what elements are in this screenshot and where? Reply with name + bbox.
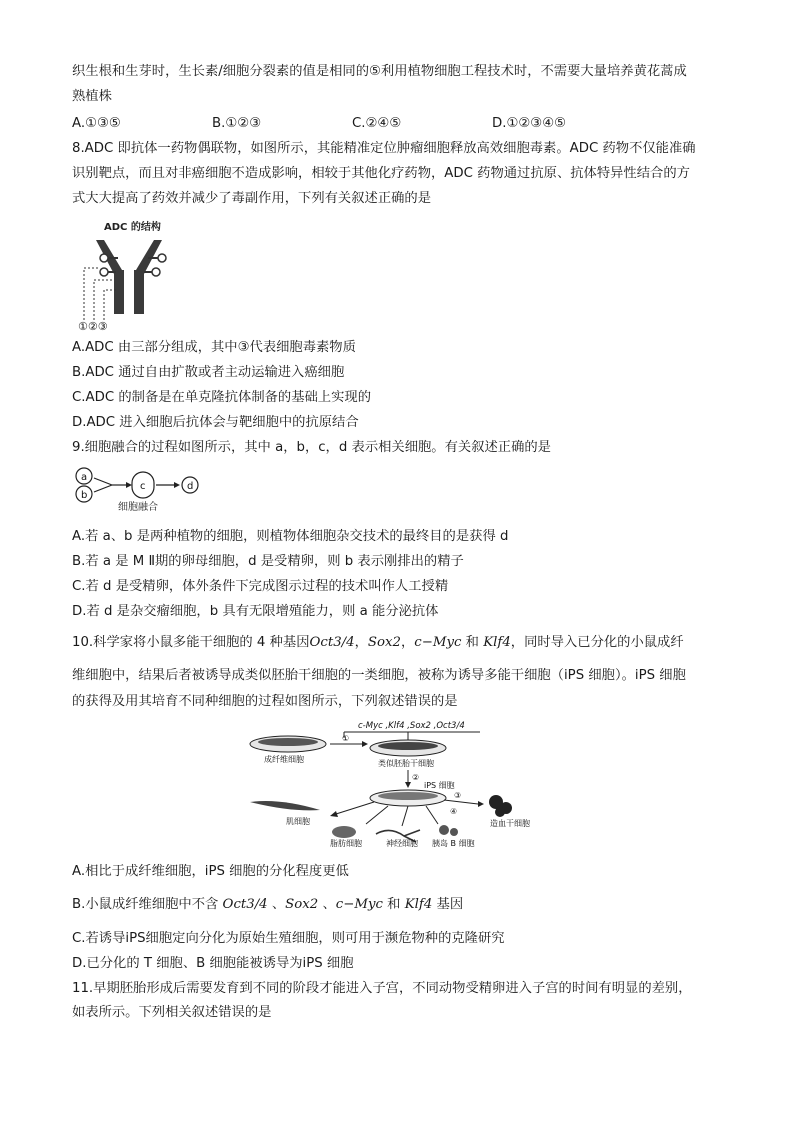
q9-option-b: B.若 a 是 M Ⅱ期的卵母细胞，d 是受精卵，则 b 表示刚排出的精子: [72, 554, 464, 569]
q10-option-b-pre: B.小鼠成纤维细胞中不含: [72, 897, 223, 912]
q10-option-b-post: 基因: [432, 897, 464, 912]
q10-stem-line-2: 维细胞中，结果后者被诱导成类似胚胎干细胞的一类细胞，被称为诱导多能干细胞（iPS 细胞）。iPS 细胞: [72, 668, 686, 683]
cell-b-label: b: [81, 490, 88, 501]
q11-stem-line-1: 11.早期胚胎形成后需要发育到不同的阶段才能进入子宫，不同动物受精卵进入子宫的时间有明显的差别，: [72, 981, 692, 996]
blood-stem-label: 造血干细胞: [490, 819, 530, 828]
q7-continuation-line-2: 熟植株: [72, 89, 112, 104]
adc-figure-labels: ①②③: [78, 320, 108, 332]
option-b-gene-oct: Oct3/4: [222, 897, 268, 912]
q7-option-b: B.①②③: [212, 116, 262, 131]
step-4-label: ④: [450, 807, 458, 816]
q11-stem-line-2: 如表所示。下列相关叙述错误的是: [72, 1005, 272, 1020]
q10-option-b: [72, 895, 463, 915]
antibody-right-arm: [136, 240, 162, 314]
step-3-label: ③: [454, 791, 462, 800]
q10-sep-2: ，: [400, 635, 415, 650]
esc-label: 类似胚胎干细胞: [378, 759, 434, 768]
q7-option-a: A.①③⑤: [72, 116, 121, 131]
q8-option-d: D.ADC 进入细胞后抗体会与靶细胞中的抗原结合: [72, 415, 359, 430]
gene-sox: Sox2: [367, 635, 401, 650]
cell-d-label: d: [187, 481, 194, 492]
q9-stem: 9.细胞融合的过程如图所示，其中 a，b，c，d 表示相关细胞。有关叙述正确的是: [72, 440, 551, 455]
nerve-label: 神经细胞: [386, 839, 418, 848]
cell-fusion-caption: 细胞融合: [118, 502, 158, 512]
muscle-cell-shape: [250, 801, 320, 810]
option-b-gene-klf: Klf4: [404, 897, 433, 912]
option-b-gene-myc: c−Myc: [335, 897, 383, 912]
payload-circle: [100, 254, 108, 262]
cell-a-label: a: [81, 472, 88, 483]
gene-myc: c−Myc: [414, 635, 462, 650]
q10-option-d: D.已分化的 T 细胞、B 细胞能被诱导为iPS 细胞: [72, 956, 354, 971]
q8-option-b: B.ADC 通过自由扩散或者主动运输进入癌细胞: [72, 365, 345, 380]
q8-stem-line-1: 8.ADC 即抗体一药物偶联物，如图所示，其能精准定位肿瘤细胞释放高效细胞毒素。ADC 药物不仅能准确: [72, 141, 696, 156]
q10-and: 和: [461, 635, 484, 650]
cell-fusion-figure: [72, 464, 212, 512]
q7-option-d: D.①②③④⑤: [492, 116, 567, 131]
adc-structure-figure: [78, 218, 188, 332]
q9-option-d: D.若 d 是杂交瘤细胞，b 具有无限增殖能力，则 a 能分泌抗体: [72, 604, 439, 619]
islet-cell-shape: [439, 825, 449, 835]
q9-option-c: C.若 d 是受精卵，体外条件下完成图示过程的技术叫作人工授精: [72, 579, 449, 594]
q8-stem-line-2: 识别靶点，而且对非癌细胞不造成影响，相较于其他化疗药物，ADC 药物通过抗原、抗体特异性结合的方: [72, 166, 690, 181]
ips-label: iPS 细胞: [424, 781, 455, 790]
q10-option-a: A.相比于成纤维细胞，iPS 细胞的分化程度更低: [72, 864, 349, 879]
q9-option-a: A.若 a、b 是两种植物的细胞，则植物体细胞杂交技术的最终目的是获得 d: [72, 529, 509, 544]
antibody-left-arm: [96, 240, 122, 314]
ips-genes-label: c-Myc ,Klf4 ,Sox2 ,Oct3/4: [358, 721, 465, 731]
q10-stem-line-1: [72, 633, 684, 653]
option-b-sep-2: 、: [318, 897, 336, 912]
islet-label: 胰岛 B 细胞: [432, 839, 475, 848]
q7-option-c: C.②④⑤: [352, 116, 402, 131]
q8-option-a: A.ADC 由三部分组成，其中③代表细胞毒素物质: [72, 340, 356, 355]
q8-stem-line-3: 式大大提高了药效并减少了毒副作用，下列有关叙述正确的是: [72, 191, 432, 206]
cell-c-label: c: [140, 481, 146, 492]
adc-figure-title: ADC 的结构: [104, 222, 161, 233]
option-b-and: 和: [382, 897, 405, 912]
option-b-sep-1: 、: [267, 897, 286, 912]
q10-stem-text-b: ，同时导入已分化的小鼠成纤: [510, 635, 684, 650]
q10-stem-text-a: 10.科学家将小鼠多能干细胞的 4 种基因: [72, 635, 310, 650]
q10-sep-1: ，: [354, 635, 368, 650]
muscle-label: 肌细胞: [286, 817, 310, 826]
fat-cell-shape: [332, 826, 356, 838]
fibroblast-label: 成纤维细胞: [264, 755, 304, 764]
gene-klf: Klf4: [483, 635, 511, 650]
gene-oct: Oct3/4: [309, 635, 355, 650]
q10-stem-line-3: 的获得及用其培育不同种细胞的过程如图所示，下列叙述错误的是: [72, 694, 458, 709]
q10-option-c: C.若诱导iPS细胞定向分化为原始生殖细胞，则可用于濒危物种的克隆研究: [72, 931, 505, 946]
option-b-gene-sox: Sox2: [285, 897, 319, 912]
ips-process-figure: [240, 718, 552, 850]
q8-option-c: C.ADC 的制备是在单克隆抗体制备的基础上实现的: [72, 390, 371, 405]
fat-label: 脂肪细胞: [330, 839, 362, 848]
q7-continuation-line-1: 织生根和生芽时，生长素/细胞分裂素的值是相同的⑤利用植物细胞工程技术时，不需要大量培养黄花蒿成: [72, 64, 687, 79]
step-2-label: ②: [412, 773, 420, 782]
step-1-label: ①: [342, 734, 350, 743]
